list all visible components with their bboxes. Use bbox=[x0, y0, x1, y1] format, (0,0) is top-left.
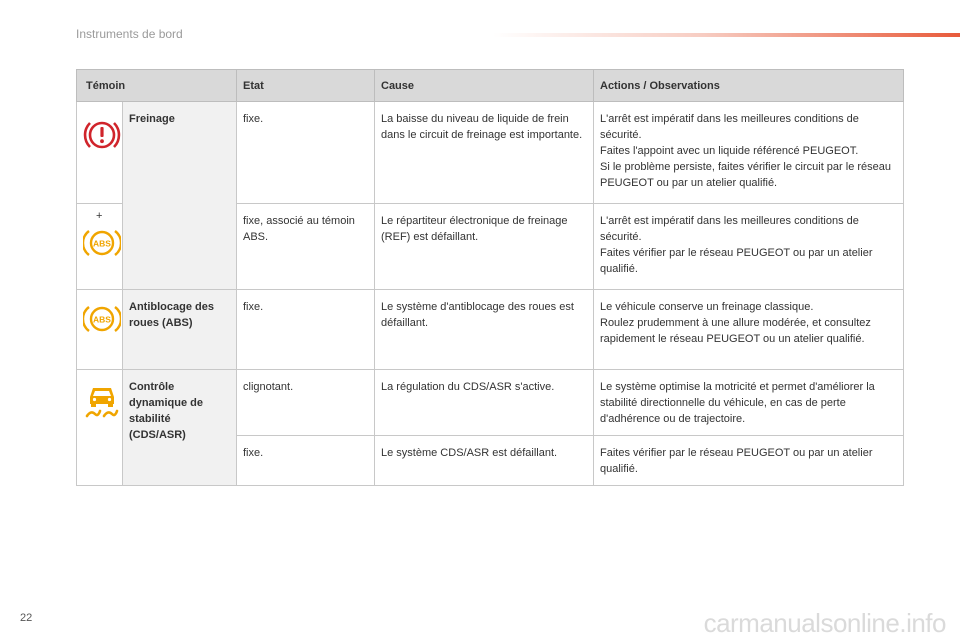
table-row bbox=[77, 290, 904, 370]
lamp-name-freinage: Freinage bbox=[123, 102, 237, 290]
abs-warning-icon bbox=[83, 302, 121, 336]
action-line: Si le problème persiste, faites vérifier le circuit par le réseau PEUGEOT ou par un atelier qualifié. bbox=[600, 161, 892, 189]
column-header-actions: Actions / Observations bbox=[594, 70, 904, 102]
table-header-row bbox=[77, 70, 904, 102]
column-header-temoin: Témoin bbox=[77, 70, 237, 102]
watermark-text: carmanualsonline.info bbox=[703, 608, 946, 638]
etat-cell: clignotant. bbox=[237, 370, 375, 436]
action-line: Faites l'appoint avec un liquide référencé PEUGEOT. bbox=[600, 145, 859, 157]
action-line: Faites vérifier par le réseau PEUGEOT ou par un atelier qualifié. bbox=[600, 247, 873, 275]
icon-cell bbox=[77, 102, 123, 204]
column-header-cause: Cause bbox=[375, 70, 594, 102]
cause-cell: Le répartiteur électronique de freinage (REF) est défaillant. bbox=[375, 204, 594, 290]
actions-cell bbox=[594, 102, 904, 204]
stability-control-icon bbox=[83, 384, 121, 420]
abs-icon-text: ABS bbox=[93, 314, 111, 325]
cause-cell: La régulation du CDS/ASR s'active. bbox=[375, 370, 594, 436]
table-row bbox=[77, 370, 904, 436]
plus-sign: + bbox=[96, 210, 103, 222]
brake-warning-icon bbox=[83, 116, 121, 154]
action-line: Faites vérifier par le réseau PEUGEOT ou par un atelier qualifié. bbox=[600, 447, 873, 475]
cause-cell: Le système CDS/ASR est défaillant. bbox=[375, 436, 594, 486]
etat-cell: fixe. bbox=[237, 436, 375, 486]
header-accent-bar bbox=[493, 33, 960, 37]
icon-cell bbox=[77, 370, 123, 486]
etat-cell: fixe, associé au témoin ABS. bbox=[237, 204, 375, 290]
page-number: 22 bbox=[20, 612, 33, 624]
abs-icon-text: ABS bbox=[93, 238, 111, 249]
action-line: Le véhicule conserve un freinage classique. bbox=[600, 301, 814, 313]
actions-cell bbox=[594, 290, 904, 370]
table-row bbox=[77, 102, 904, 204]
cause-cell: Le système d'antiblocage des roues est défaillant. bbox=[375, 290, 594, 370]
abs-warning-icon bbox=[83, 226, 121, 260]
action-line: Roulez prudemment à une allure modérée, et consultez rapidement le réseau PEUGEOT ou un atelier qualifié. bbox=[600, 317, 871, 345]
warning-lamps-table bbox=[76, 69, 904, 486]
icon-cell bbox=[77, 204, 123, 290]
icon-cell bbox=[77, 290, 123, 370]
etat-cell: fixe. bbox=[237, 290, 375, 370]
action-line: L'arrêt est impératif dans les meilleures conditions de sécurité. bbox=[600, 215, 859, 243]
cause-cell: La baisse du niveau de liquide de frein dans le circuit de freinage est importante. bbox=[375, 102, 594, 204]
column-header-etat: Etat bbox=[237, 70, 375, 102]
actions-cell bbox=[594, 436, 904, 486]
page-header-title: Instruments de bord bbox=[76, 27, 183, 41]
lamp-name-cds-asr: Contrôle dynamique de stabilité (CDS/ASR) bbox=[123, 370, 237, 486]
action-line: Le système optimise la motricité et permet d'améliorer la stabilité directionnelle du véhicule, en cas de perte d'adhérence ou de trajectoire. bbox=[600, 381, 875, 425]
actions-cell bbox=[594, 370, 904, 436]
actions-cell bbox=[594, 204, 904, 290]
action-line: L'arrêt est impératif dans les meilleures conditions de sécurité. bbox=[600, 113, 859, 141]
lamp-name-abs: Antiblocage des roues (ABS) bbox=[123, 290, 237, 370]
etat-cell: fixe. bbox=[237, 102, 375, 204]
